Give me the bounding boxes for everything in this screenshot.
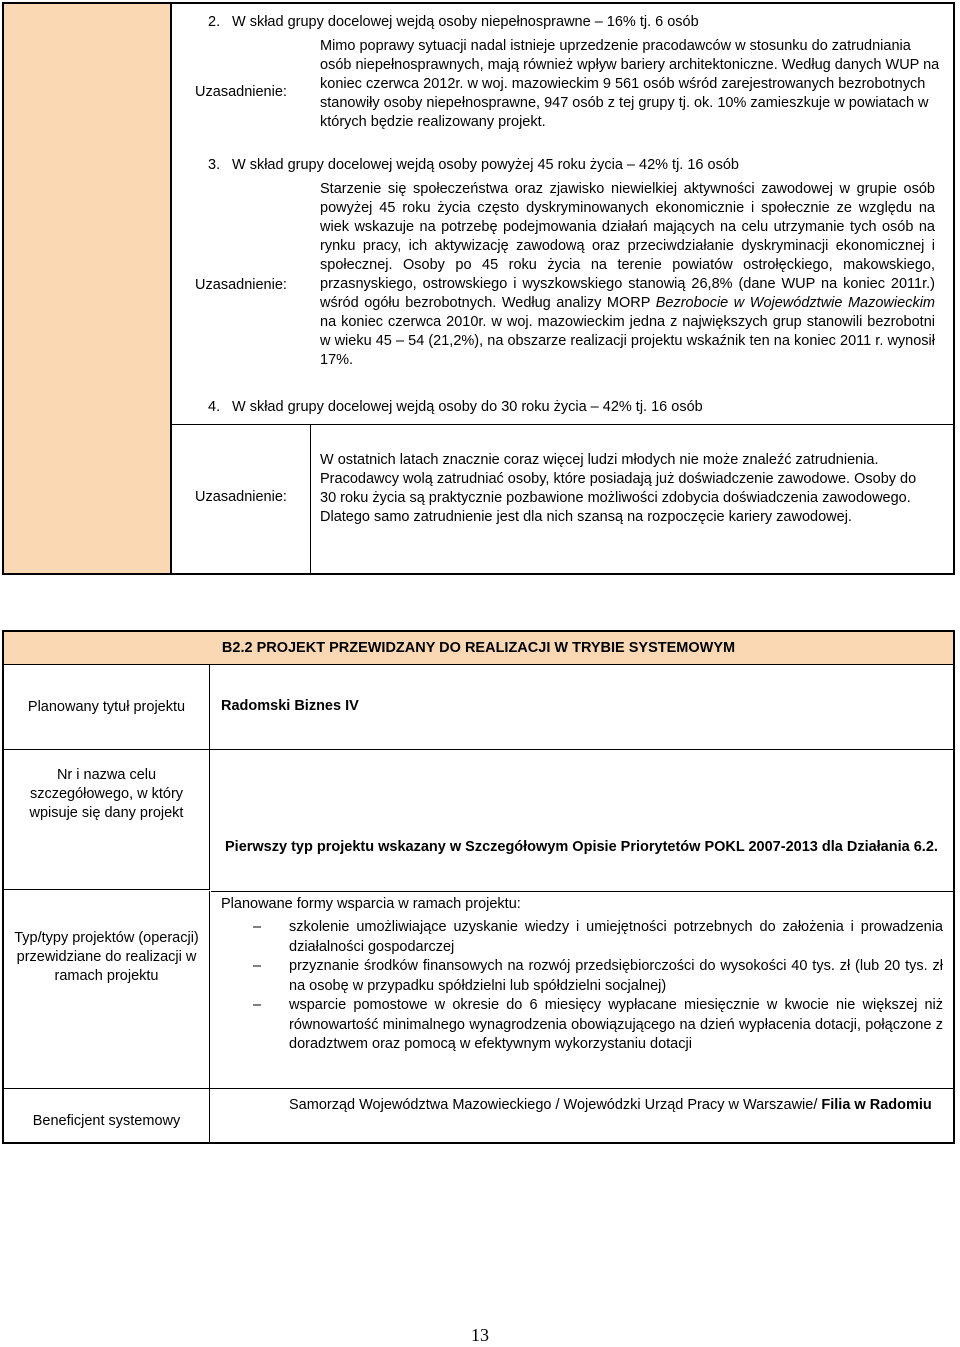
text-part: Starzenie się społeczeństwa oraz zjawisko niewielkiej aktywności zawodowej w grupie osób powyżej 45 roku życia często dyskryminowanych ekonomicznie i społecznie ze względu na wiek wskazuje na potrzebę podejmowania działań mających na celu utrzymanie tych osób na rynku pracy, ich aktywizację zawodową oraz przeciwdziałanie dyskryminacji ekonomicznej i społecznej. Osoby po 45 roku życia na terenie powiatów ostrołęckiego, makowskiego, przasnyskiego, ostrowskiego i wyszkowskiego stanowią 26,8% (dane WUP na koniec 2011r.) wśród ogółu bezrobotnych. Według analizy MORP bbox=[320, 181, 935, 311]
dash-bullet: – bbox=[253, 919, 262, 935]
justification-text-3 bbox=[320, 180, 935, 370]
cell-divider bbox=[310, 425, 311, 573]
text-part: na koniec czerwca 2010r. w woj. mazowieckim jedna z największych grup stanowili bezrobotni w wieku 45 – 54 (21,2%), na obszarze realizacji projektu wskaźnik ten na koniec 2011 r. wynosił 17%. bbox=[320, 314, 935, 368]
justification-label: Uzasadnienie: bbox=[195, 489, 287, 505]
project-title-value: Radomski Biznes IV bbox=[221, 698, 359, 714]
list-item bbox=[225, 957, 943, 996]
justification-label: Uzasadnienie: bbox=[195, 277, 287, 293]
row-project-types bbox=[4, 891, 953, 1089]
value-cell bbox=[211, 665, 953, 749]
heading-text: W skład grupy docelowej wejdą osoby niepełnosprawne – 16% tj. 6 osób bbox=[232, 14, 699, 30]
heading-text: W skład grupy docelowej wejdą osoby do 30 roku życia – 42% tj. 16 osób bbox=[232, 399, 703, 415]
value-cell bbox=[211, 1089, 953, 1142]
item-number: 3. bbox=[208, 157, 221, 173]
forms-intro: Planowane formy wsparcia w ramach projektu: bbox=[221, 896, 521, 912]
row-goal bbox=[4, 750, 953, 890]
group-heading-4 bbox=[208, 397, 703, 417]
label-cell bbox=[4, 665, 210, 749]
justification-text-4: W ostatnich latach znacznie coraz więcej ludzi młodych nie może znaleźć zatrudnienia. Pracodawcy wolą zatrudniać osoby, które posiadają już doświadczenie zawodowe. Osoby do 30 roku życia są praktycznie pozbawione możliwości zdobycia doświadczenia zawodowego. Dlatego samo zatrudnienie jest dla nich szansą na rozpoczęcie kariery zawodowej. bbox=[320, 452, 917, 525]
goal-label: Nr i nazwa celu szczegółowego, w który wpisuje się dany projekt bbox=[29, 767, 184, 821]
beneficiary-branch: Filia w Radomiu bbox=[821, 1097, 932, 1113]
section-title: B2.2 PROJEKT PRZEWIDZANY DO REALIZACJI W TRYBIE SYSTEMOWYM bbox=[4, 632, 953, 665]
bottom-subtable bbox=[172, 424, 953, 573]
dash-bullet: – bbox=[253, 958, 262, 974]
page-number: 13 bbox=[471, 1325, 489, 1345]
justification-label: Uzasadnienie: bbox=[195, 84, 287, 100]
item-number: 2. bbox=[208, 14, 221, 30]
project-type-value: Pierwszy typ projektu wskazany w Szczegółowym Opisie Priorytetów POKL 2007-2013 dla Działania 6.2. bbox=[225, 839, 938, 855]
justification-text-2: Mimo poprawy sytuacji nadal istnieje uprzedzenie pracodawców w stosunku do zatrudniania osób niepełnosprawnych, mają również wpływ bariery architektoniczne. Według danych WUP na koniec czerwca 2012r. w woj. mazowieckim 9 561 osób wśród zarejestrowanych bezrobotnych stanowiły osoby niepełnosprawne, 947 osób z tej grupy tj. ok. 10% zamieszkuje w powiatach w których będzie realizowany projekt. bbox=[320, 38, 940, 130]
list-item bbox=[225, 996, 943, 1055]
justification-table bbox=[2, 2, 955, 575]
project-title-label: Planowany tytuł projektu bbox=[27, 699, 186, 715]
row-project-title bbox=[4, 665, 953, 750]
publication-title: Bezrobocie w Województwie Mazowieckim bbox=[655, 295, 935, 311]
list-item bbox=[225, 918, 943, 957]
list-item-text: szkolenie umożliwiające uzyskanie wiedzy i umiejętności potrzebnych do założenia i prowadzenia działalności gospodarczej bbox=[289, 919, 943, 955]
item-number: 4. bbox=[208, 399, 221, 415]
heading-text: W skład grupy docelowej wejdą osoby powyżej 45 roku życia – 42% tj. 16 osób bbox=[232, 157, 739, 173]
value-cell bbox=[211, 891, 953, 1088]
group-heading-2 bbox=[208, 12, 699, 32]
support-forms-list bbox=[225, 918, 943, 1055]
label-cell bbox=[4, 891, 210, 1088]
group-heading-3 bbox=[208, 155, 739, 175]
dash-bullet: – bbox=[253, 997, 262, 1013]
beneficiary-text: Samorząd Województwa Mazowieckiego / Wojewódzki Urząd Pracy w Warszawie/ bbox=[289, 1097, 822, 1113]
label-cell bbox=[4, 1089, 210, 1142]
list-item-text: przyznanie środków finansowych na rozwój przedsiębiorczości do wysokości 40 tys. zł (lub 20 tys. zł na osobę w przypadku spółdzielni lub spółdzielni socjalnej) bbox=[289, 958, 943, 994]
project-table bbox=[2, 630, 955, 1144]
beneficiary-value bbox=[289, 1096, 943, 1116]
project-types-label: Typ/typy projektów (operacji) przewidziane do realizacji w ramach projektu bbox=[14, 930, 199, 984]
value-cell bbox=[211, 750, 953, 890]
label-cell bbox=[4, 750, 210, 890]
list-item-text: wsparcie pomostowe w okresie do 6 miesięcy wypłacane miesięcznie w kwocie nie większej niż równowartość minimalnego wynagrodzenia obowiązującego na dzień wypłacenia dotacji, połączone z doradztwem oraz pomocą w efektywnym wykorzystaniu dotacji bbox=[289, 997, 943, 1052]
row-beneficiary bbox=[4, 1089, 953, 1142]
beneficiary-label: Beneficjent systemowy bbox=[32, 1113, 181, 1129]
table-left-column bbox=[4, 4, 172, 573]
table-content-column bbox=[172, 4, 953, 573]
